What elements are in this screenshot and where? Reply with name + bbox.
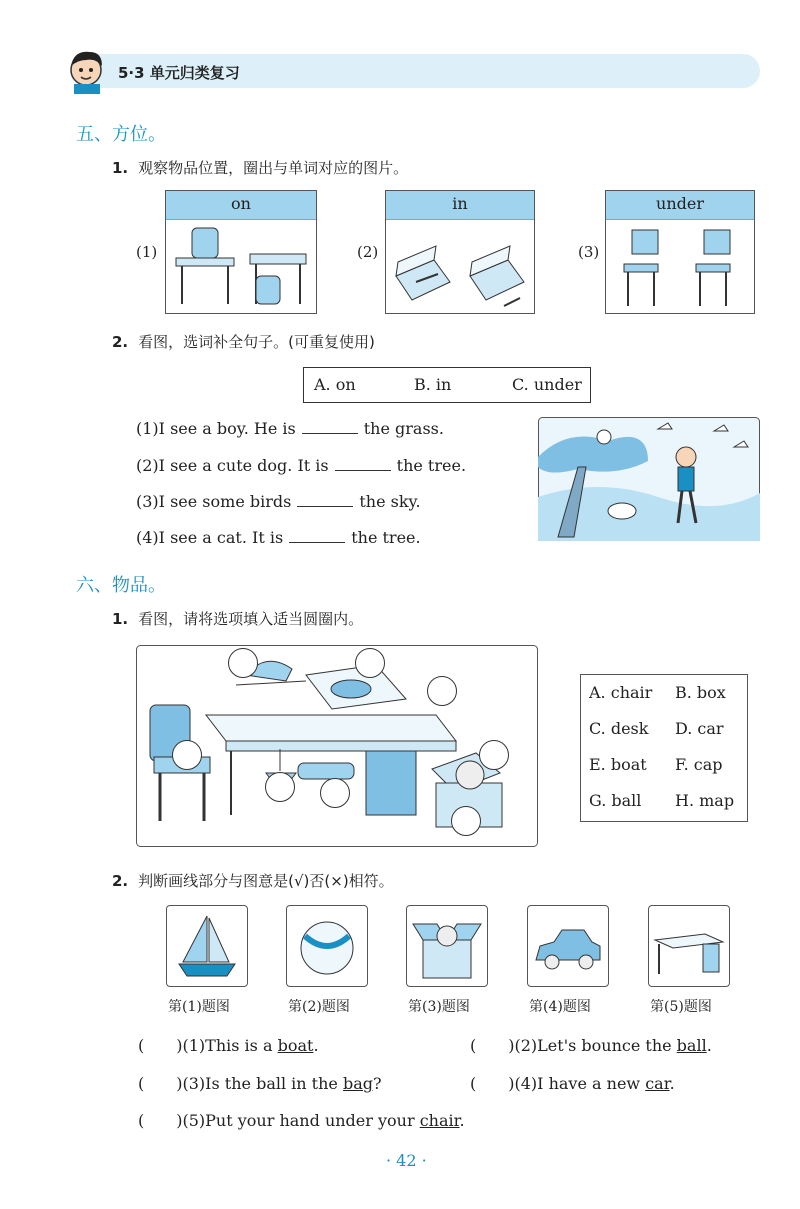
- s5-q2-prompt: [112, 331, 375, 352]
- judge-punct: .: [313, 1036, 319, 1055]
- choice-a: A. on: [314, 375, 356, 394]
- picture-box-word: in: [386, 191, 534, 220]
- judge-punct: ?: [373, 1074, 382, 1093]
- judge-item-2: [470, 1033, 712, 1056]
- underlined-word: bag: [342, 1074, 373, 1093]
- answer-circle[interactable]: [355, 648, 385, 678]
- box-label-3: (3): [578, 243, 600, 261]
- judge-item-3: [138, 1071, 382, 1094]
- answer-paren[interactable]: ( ): [138, 1036, 183, 1055]
- answer-circle[interactable]: [479, 740, 509, 770]
- sentence-4: [136, 528, 421, 547]
- option-c: C. desk: [589, 719, 649, 738]
- s6-q1-number: 1.: [112, 610, 129, 628]
- s5-q2-text: 看图，选词补全句子。(可重复使用): [138, 333, 375, 351]
- desk-thumbnail: [648, 905, 730, 987]
- option-h: H. map: [675, 791, 735, 810]
- sentence-pre: (2)I see a cute dog. It is: [136, 456, 329, 475]
- sentence-pre: (3)I see some birds: [136, 492, 292, 511]
- option-d: D. car: [675, 719, 724, 738]
- sentence-post: the grass.: [363, 419, 444, 438]
- answer-paren[interactable]: ( ): [470, 1036, 515, 1055]
- caption-1: 第(1)题图: [168, 999, 230, 1015]
- choice-box: [303, 367, 591, 403]
- answer-paren[interactable]: ( ): [138, 1074, 183, 1093]
- sentence-pre: (1)I see a boy. He is: [136, 419, 296, 438]
- answer-blank[interactable]: [297, 492, 353, 507]
- answer-blank[interactable]: [335, 456, 391, 471]
- judge-item-4: [470, 1071, 675, 1094]
- s6-q1-prompt: [112, 608, 363, 629]
- s6-q2-text: 判断画线部分与图意是(√)否(×)相符。: [138, 872, 394, 890]
- answer-circle[interactable]: [228, 648, 258, 678]
- section-6-title: 六、物品。: [76, 575, 166, 596]
- caption-3: 第(3)题图: [408, 999, 470, 1015]
- answer-circle[interactable]: [172, 740, 202, 770]
- choice-c: C. under: [512, 375, 582, 394]
- underlined-word: ball: [676, 1036, 707, 1055]
- options-box: [580, 674, 748, 822]
- option-b: B. box: [675, 683, 726, 702]
- sentence-1: [136, 419, 444, 438]
- mascot-icon: [62, 44, 114, 94]
- sentence-post: the tree.: [396, 456, 467, 475]
- option-f: F. cap: [675, 755, 723, 774]
- underlined-word: chair: [419, 1111, 460, 1130]
- sentence-pre: (4)I see a cat. It is: [136, 528, 284, 547]
- judge-punct: .: [706, 1036, 712, 1055]
- park-scene-illustration: [538, 417, 760, 541]
- judge-text: (2)Let's bounce the: [514, 1036, 677, 1055]
- boat-thumbnail: [166, 905, 248, 987]
- picture-box-on[interactable]: [165, 190, 317, 314]
- answer-paren[interactable]: ( ): [470, 1074, 515, 1093]
- option-e: E. boat: [589, 755, 647, 774]
- picture-box-in[interactable]: [385, 190, 535, 314]
- answer-circle[interactable]: [265, 772, 295, 802]
- caption-2: 第(2)题图: [288, 999, 350, 1015]
- judge-item-1: [138, 1033, 319, 1056]
- s6-q2-prompt: [112, 870, 394, 891]
- s6-q2-number: 2.: [112, 872, 129, 890]
- option-a: A. chair: [589, 683, 653, 702]
- car-thumbnail: [527, 905, 609, 987]
- answer-circle[interactable]: [427, 676, 457, 706]
- answer-blank[interactable]: [302, 419, 358, 434]
- judge-text: (1)This is a: [182, 1036, 278, 1055]
- ball-thumbnail: [286, 905, 368, 987]
- header-title: 5·3 单元归类复习: [118, 64, 240, 82]
- sentence-3: [136, 492, 421, 511]
- s5-q1-number: 1.: [112, 159, 129, 177]
- box-label-1: (1): [136, 243, 158, 261]
- sentence-post: the tree.: [351, 528, 421, 547]
- caption-4: 第(4)题图: [529, 999, 591, 1015]
- sentence-post: the sky.: [359, 492, 421, 511]
- judge-text: (5)Put your hand under your: [182, 1111, 420, 1130]
- underlined-word: boat: [277, 1036, 314, 1055]
- pencil-box-illustration: [386, 220, 534, 312]
- desk-bag-illustration: [166, 220, 316, 312]
- choice-b: B. in: [414, 375, 452, 394]
- s6-q1-text: 看图，请将选项填入适当圆圈内。: [138, 610, 364, 628]
- box-label-2: (2): [357, 243, 379, 261]
- judge-punct: .: [669, 1074, 675, 1093]
- picture-box-under[interactable]: [605, 190, 755, 314]
- caption-5: 第(5)题图: [650, 999, 712, 1015]
- judge-punct: .: [459, 1111, 465, 1130]
- underlined-word: car: [645, 1074, 670, 1093]
- answer-circle[interactable]: [451, 806, 481, 836]
- judge-text: (3)Is the ball in the: [182, 1074, 343, 1093]
- sentence-2: [136, 456, 466, 475]
- answer-paren[interactable]: ( ): [138, 1111, 183, 1130]
- chairs-illustration: [606, 220, 754, 312]
- s5-q2-number: 2.: [112, 333, 129, 351]
- s5-q1-prompt: [112, 157, 408, 178]
- picture-box-word: under: [606, 191, 754, 220]
- judge-text: (4)I have a new: [514, 1074, 646, 1093]
- box-thumbnail: [406, 905, 488, 987]
- page-number: · 42 ·: [386, 1151, 427, 1170]
- section-5-title: 五、方位。: [76, 124, 166, 145]
- option-g: G. ball: [589, 791, 642, 810]
- judge-item-5: [138, 1108, 465, 1131]
- answer-circle[interactable]: [320, 778, 350, 808]
- s5-q1-text: 观察物品位置，圈出与单词对应的图片。: [138, 159, 409, 177]
- answer-blank[interactable]: [289, 528, 345, 543]
- picture-box-word: on: [166, 191, 316, 220]
